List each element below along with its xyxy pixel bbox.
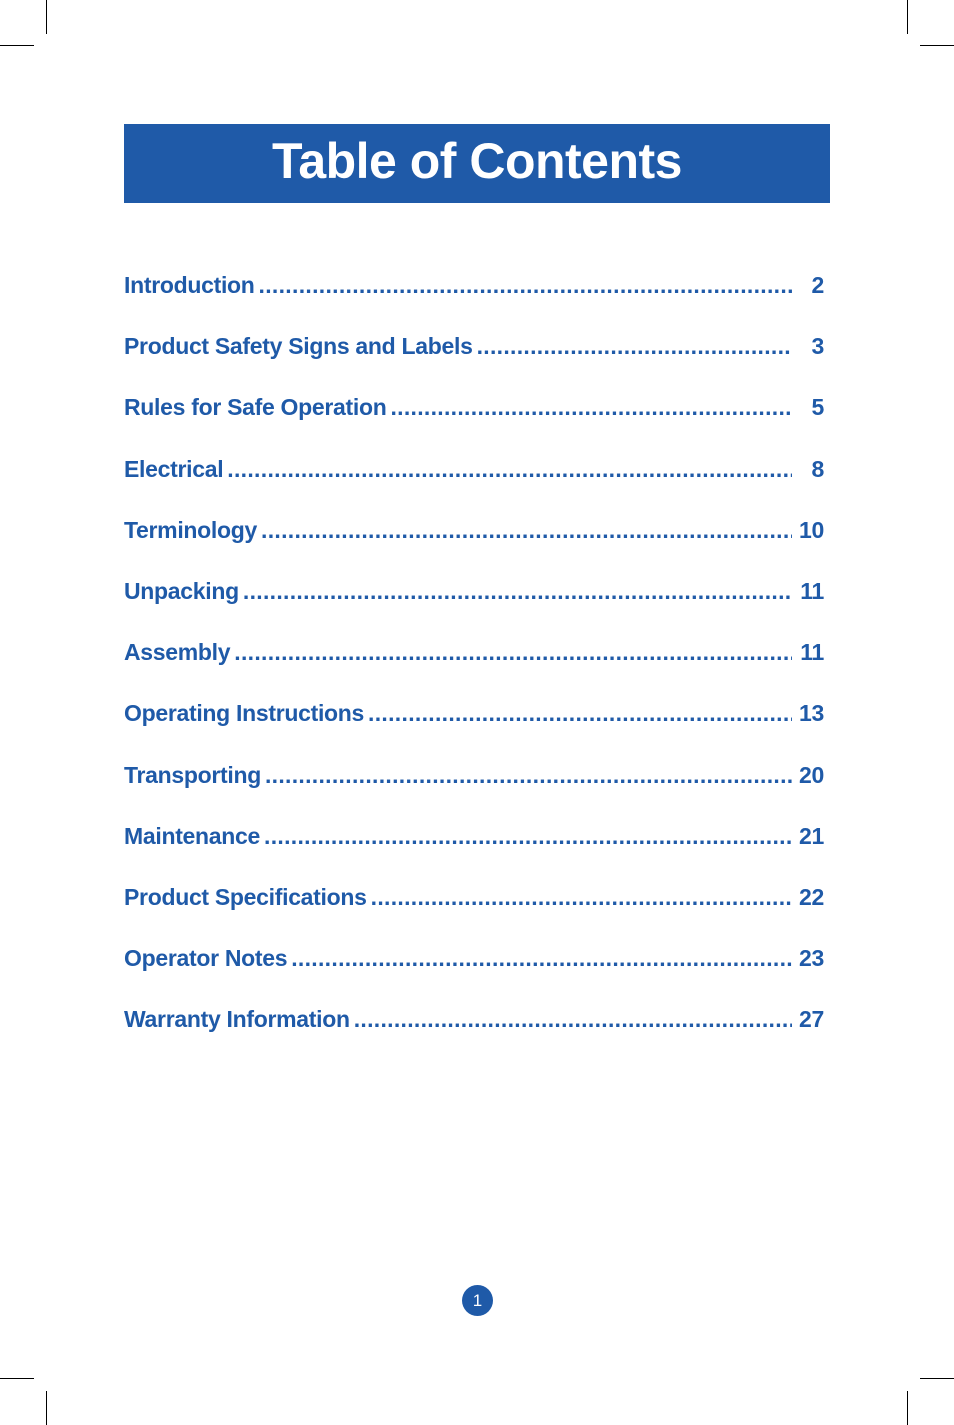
toc-entry-label: Transporting	[124, 761, 261, 788]
crop-mark-top-left-horizontal	[0, 45, 34, 46]
crop-mark-bottom-right-horizontal	[920, 1378, 954, 1379]
toc-entry-product-safety-signs[interactable]	[124, 333, 824, 394]
toc-dot-leader	[259, 272, 792, 299]
toc-entry-label: Electrical	[124, 455, 224, 482]
toc-entry-label: Warranty Information	[124, 1006, 350, 1033]
toc-dot-leader	[291, 945, 792, 972]
toc-entry-assembly[interactable]	[124, 639, 824, 700]
toc-dot-leader	[243, 578, 792, 605]
table-of-contents	[124, 272, 824, 1067]
toc-entry-product-specifications[interactable]	[124, 884, 824, 945]
toc-entry-label: Product Safety Signs and Labels	[124, 333, 473, 360]
toc-entry-label: Terminology	[124, 516, 258, 543]
page-number-badge	[462, 1285, 493, 1316]
toc-entry-introduction[interactable]	[124, 272, 824, 333]
crop-mark-top-left-vertical	[46, 0, 47, 34]
toc-entry-page: 22	[799, 883, 824, 910]
toc-dot-leader	[368, 700, 792, 727]
toc-entry-electrical[interactable]	[124, 456, 824, 517]
toc-entry-page: 11	[800, 639, 824, 666]
crop-mark-bottom-right-vertical	[907, 1391, 908, 1425]
crop-mark-bottom-left-vertical	[46, 1391, 47, 1425]
toc-dot-leader	[390, 394, 792, 421]
toc-entry-label: Introduction	[124, 272, 255, 298]
toc-dot-leader	[477, 333, 792, 360]
toc-entry-operating-instructions[interactable]	[124, 700, 824, 761]
toc-entry-page: 21	[799, 822, 824, 849]
toc-entry-page: 20	[799, 761, 824, 788]
toc-entry-label: Operating Instructions	[124, 700, 365, 727]
toc-entry-page: 10	[799, 516, 824, 543]
toc-dot-leader	[227, 456, 792, 483]
toc-dot-leader	[371, 884, 792, 911]
toc-entry-transporting[interactable]	[124, 762, 824, 823]
toc-entry-label: Maintenance	[124, 822, 261, 849]
toc-entry-warranty-information[interactable]	[124, 1006, 824, 1067]
crop-mark-top-right-horizontal	[920, 45, 954, 46]
toc-dot-leader	[265, 762, 792, 789]
toc-dot-leader	[264, 823, 792, 850]
page-title: Table of Contents	[271, 132, 682, 189]
toc-dot-leader	[354, 1006, 792, 1033]
toc-entry-page: 11	[800, 577, 824, 604]
page-number: 1	[472, 1290, 483, 1310]
toc-entry-unpacking[interactable]	[124, 578, 824, 639]
toc-entry-page: 27	[799, 1006, 824, 1033]
toc-dot-leader	[261, 517, 792, 544]
toc-entry-page: 23	[799, 945, 824, 972]
toc-entry-label: Assembly	[124, 639, 231, 666]
toc-entry-label: Operator Notes	[124, 945, 288, 972]
toc-entry-page: 2	[811, 272, 824, 298]
toc-entry-operator-notes[interactable]	[124, 945, 824, 1006]
crop-mark-bottom-left-horizontal	[0, 1378, 34, 1379]
toc-entry-page: 13	[799, 700, 824, 727]
crop-mark-top-right-vertical	[907, 0, 908, 34]
toc-entry-page: 5	[811, 394, 824, 421]
toc-dot-leader	[234, 639, 792, 666]
toc-entry-page: 3	[811, 333, 824, 360]
toc-entry-page: 8	[811, 455, 824, 482]
toc-entry-maintenance[interactable]	[124, 823, 824, 884]
toc-entry-label: Unpacking	[124, 577, 239, 604]
toc-entry-terminology[interactable]	[124, 517, 824, 578]
toc-entry-label: Product Specifications	[124, 883, 367, 910]
toc-entry-label: Rules for Safe Operation	[124, 394, 387, 421]
title-banner	[124, 124, 830, 203]
toc-entry-rules-for-safe-operation[interactable]	[124, 394, 824, 455]
